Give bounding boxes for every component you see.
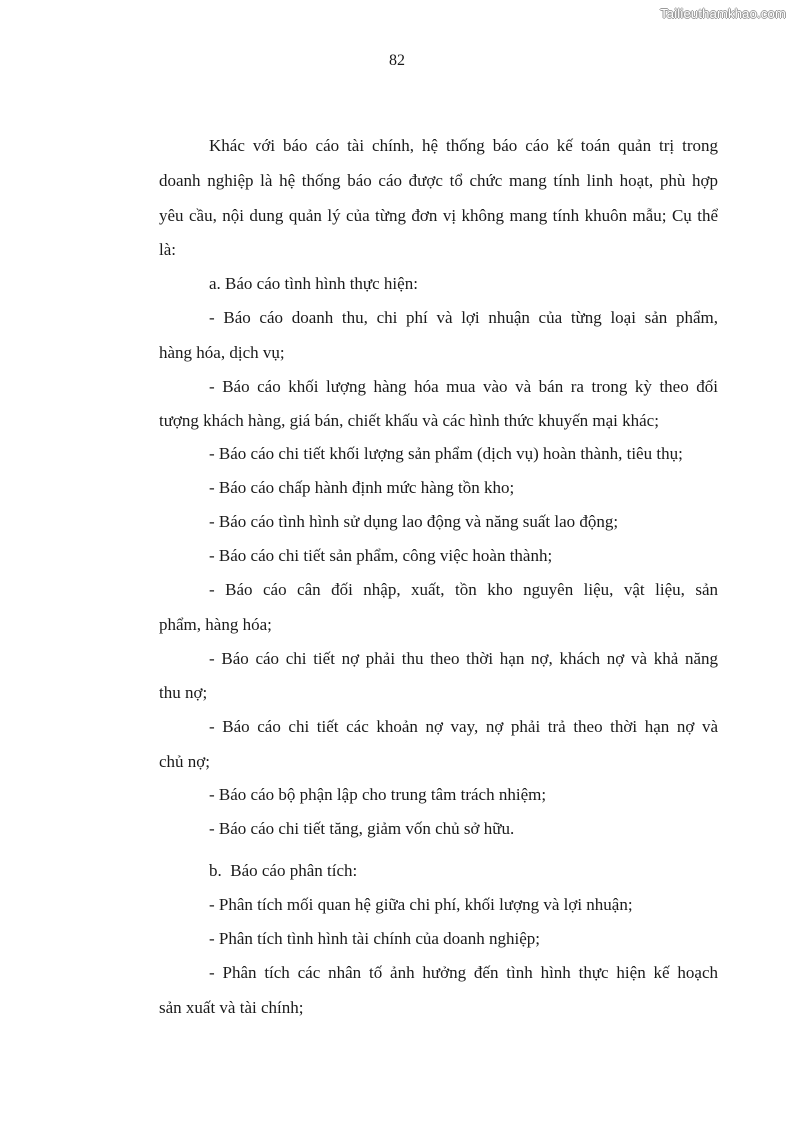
text-line: yêu cầu, nội dung quản lý của từng đơn vị không mang tính khuôn mẫu; Cụ thể (159, 206, 718, 225)
text-line: doanh nghiệp là hệ thống báo cáo được tổ chức mang tính linh hoạt, phù hợp (159, 171, 718, 190)
list-item-continuation: phẩm, hàng hóa; (159, 615, 272, 634)
list-item: - Báo cáo doanh thu, chi phí và lợi nhuận của từng loại sản phẩm, (209, 308, 718, 327)
list-item-continuation: sản xuất và tài chính; (159, 998, 304, 1017)
list-item: - Báo cáo chấp hành định mức hàng tồn kho; (209, 478, 515, 497)
text-line: Khác với báo cáo tài chính, hệ thống báo cáo kế toán quản trị trong (209, 136, 718, 155)
list-item-continuation: thu nợ; (159, 683, 208, 702)
list-item-continuation: hàng hóa, dịch vụ; (159, 343, 285, 362)
list-item: - Báo cáo cân đối nhập, xuất, tồn kho nguyên liệu, vật liệu, sản (209, 580, 718, 599)
list-item: - Báo cáo chi tiết khối lượng sản phẩm (dịch vụ) hoàn thành, tiêu thụ; (209, 444, 683, 463)
list-item: - Báo cáo chi tiết tăng, giảm vốn chủ sở hữu. (209, 819, 515, 838)
watermark: Tailieuthamkhao.com (660, 6, 786, 21)
list-item: - Báo cáo chi tiết các khoản nợ vay, nợ phải trả theo thời hạn nợ và (209, 717, 718, 736)
list-item-continuation: chủ nợ; (159, 752, 211, 771)
section-heading: b. Báo cáo phân tích: (209, 861, 358, 880)
list-item: - Phân tích mối quan hệ giữa chi phí, khối lượng và lợi nhuận; (209, 895, 633, 914)
list-item: - Báo cáo chi tiết sản phẩm, công việc hoàn thành; (209, 546, 553, 565)
list-item: - Báo cáo tình hình sử dụng lao động và năng suất lao động; (209, 512, 619, 531)
page-number: 82 (389, 52, 405, 69)
section-heading: a. Báo cáo tình hình thực hiện: (209, 274, 418, 293)
list-item: - Phân tích các nhân tố ảnh hưởng đến tình hình thực hiện kế hoạch (209, 963, 718, 982)
list-item: - Báo cáo bộ phận lập cho trung tâm trách nhiệm; (209, 785, 547, 804)
list-item: - Báo cáo chi tiết nợ phải thu theo thời hạn nợ, khách nợ và khả năng (209, 649, 718, 668)
list-item: - Phân tích tình hình tài chính của doanh nghiệp; (209, 929, 540, 948)
text-line: là: (159, 240, 176, 259)
list-item-continuation: tượng khách hàng, giá bán, chiết khấu và các hình thức khuyến mại khác; (159, 411, 659, 430)
list-item: - Báo cáo khối lượng hàng hóa mua vào và bán ra trong kỳ theo đối (209, 377, 718, 396)
